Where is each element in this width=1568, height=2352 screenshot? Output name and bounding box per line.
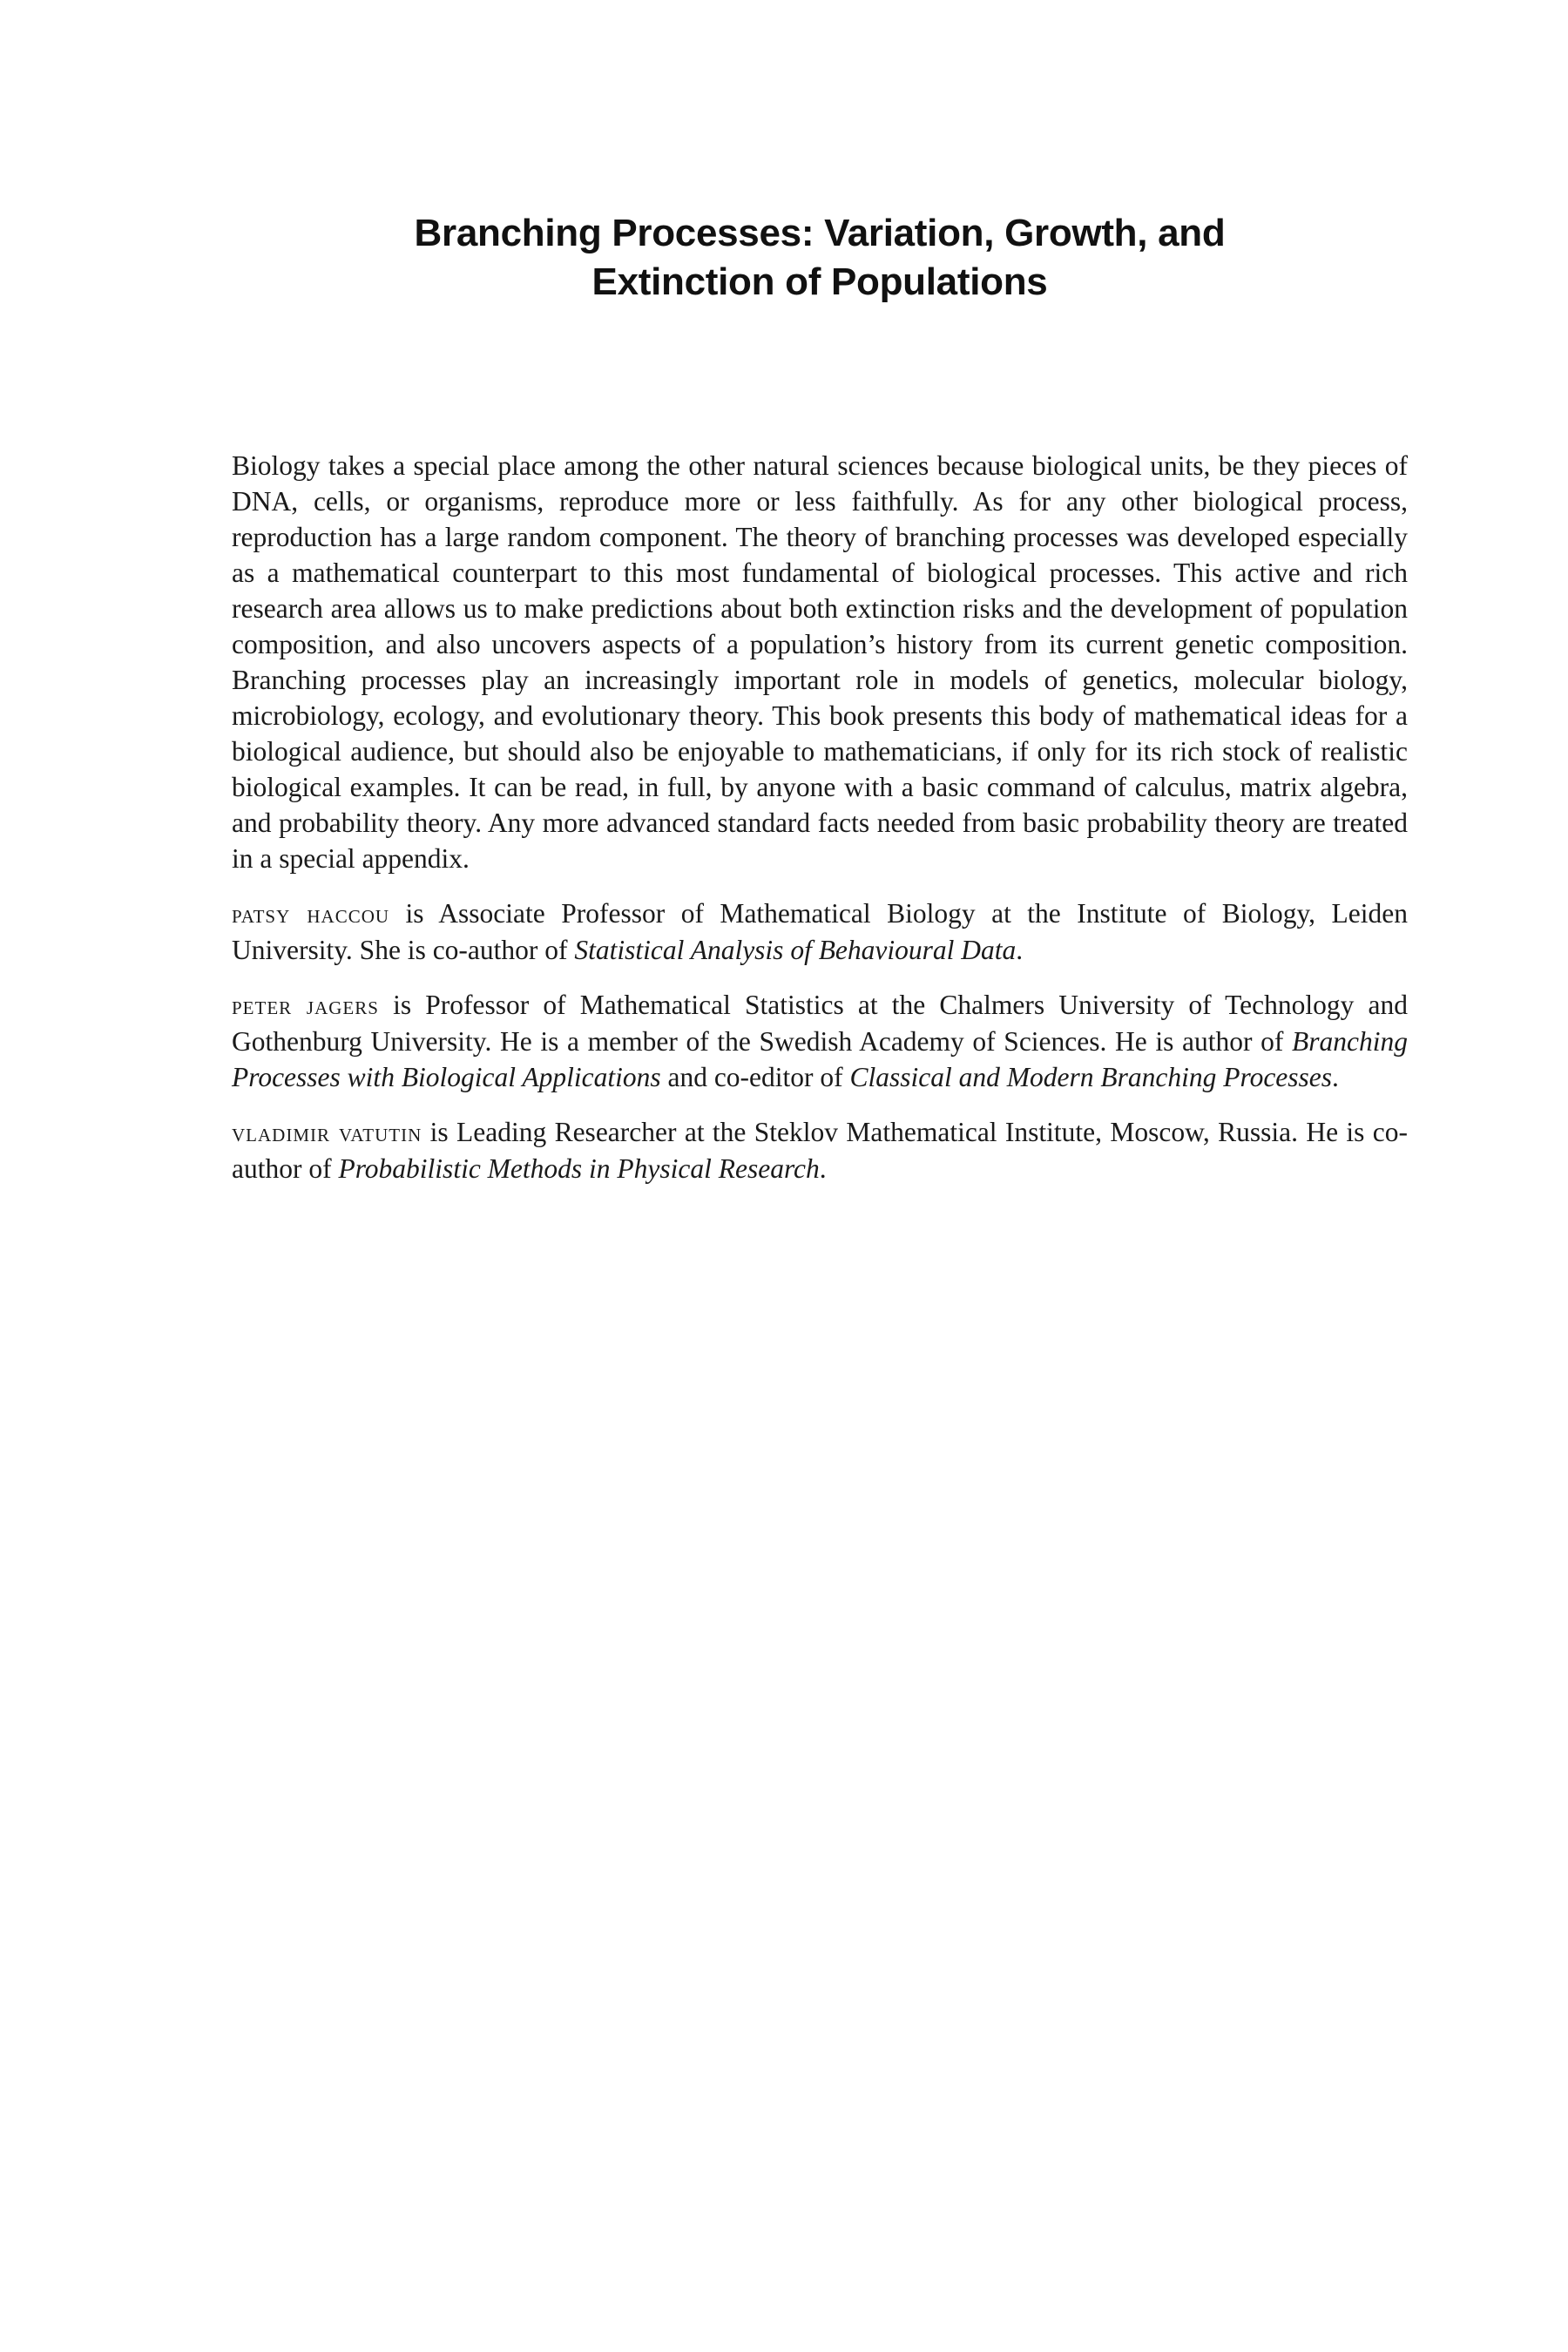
book-title-italic: Statistical Analysis of Behavioural Data (574, 935, 1017, 965)
book-title-line-2: Extinction of Populations (591, 260, 1048, 303)
author-name: peter jagers (232, 991, 379, 1020)
book-title (232, 209, 1408, 307)
author-bio-text: . (1332, 1062, 1339, 1092)
author-bio-text: is Associate Professor of Mathematical Biology at the Institute of Biology, Leiden University. She is co-author of (232, 898, 1408, 965)
author-bio-text: . (819, 1153, 827, 1184)
book-title-italic: Classical and Modern Branching Processes (849, 1062, 1333, 1092)
author-name: patsy haccou (232, 900, 390, 929)
author-bio-text: and co-editor of (660, 1062, 850, 1092)
author-name: vladimir vatutin (232, 1119, 422, 1147)
author-bio-haccou (232, 896, 1408, 968)
author-bio-text: is Leading Researcher at the Steklov Mathematical Institute, Moscow, Russia. He is co-author of (232, 1117, 1409, 1184)
author-bio-jagers (232, 987, 1408, 1095)
book-blurb-page (232, 209, 1408, 1206)
author-bio-text: . (1016, 935, 1024, 965)
book-title-line-1: Branching Processes: Variation, Growth, and (414, 212, 1226, 254)
author-bio-text: is Professor of Mathematical Statistics at the Chalmers University of Technology and Gothenburg University. He is a member of the Swedish Academy of Sciences. He is author of (232, 990, 1409, 1057)
blurb-body (232, 448, 1408, 1186)
book-title-italic: Branching Processes with Biological Applications (232, 1026, 1408, 1092)
book-abstract: Biology takes a special place among the other natural sciences because biological units, be they pieces of DNA, cells, or organisms, reproduce more or less faithfully. As for any other biological process, reproduction has a large random component. The theory of branching processes was developed especially as a mathematical counterpart to this most fundamental of biological processes. This active and rich research area allows us to make predictions about both extinction risks and the development of population composition, and also uncovers aspects of a population’s history from its current genetic composition. Branching processes play an increasingly important role in models of genetics, molecular biology, microbiology, ecology, and evolutionary theory. This book presents this body of mathematical ideas for a biological audience, but should also be enjoyable to mathematicians, if only for its rich stock of realistic biological examples. It can be read, in full, by anyone with a basic command of calculus, matrix algebra, and probability theory. Any more advanced standard facts needed from basic probability theory are treated in a special appendix. (232, 450, 1408, 874)
book-title-italic: Probabilistic Methods in Physical Research (338, 1153, 820, 1184)
author-bio-vatutin (232, 1114, 1408, 1186)
